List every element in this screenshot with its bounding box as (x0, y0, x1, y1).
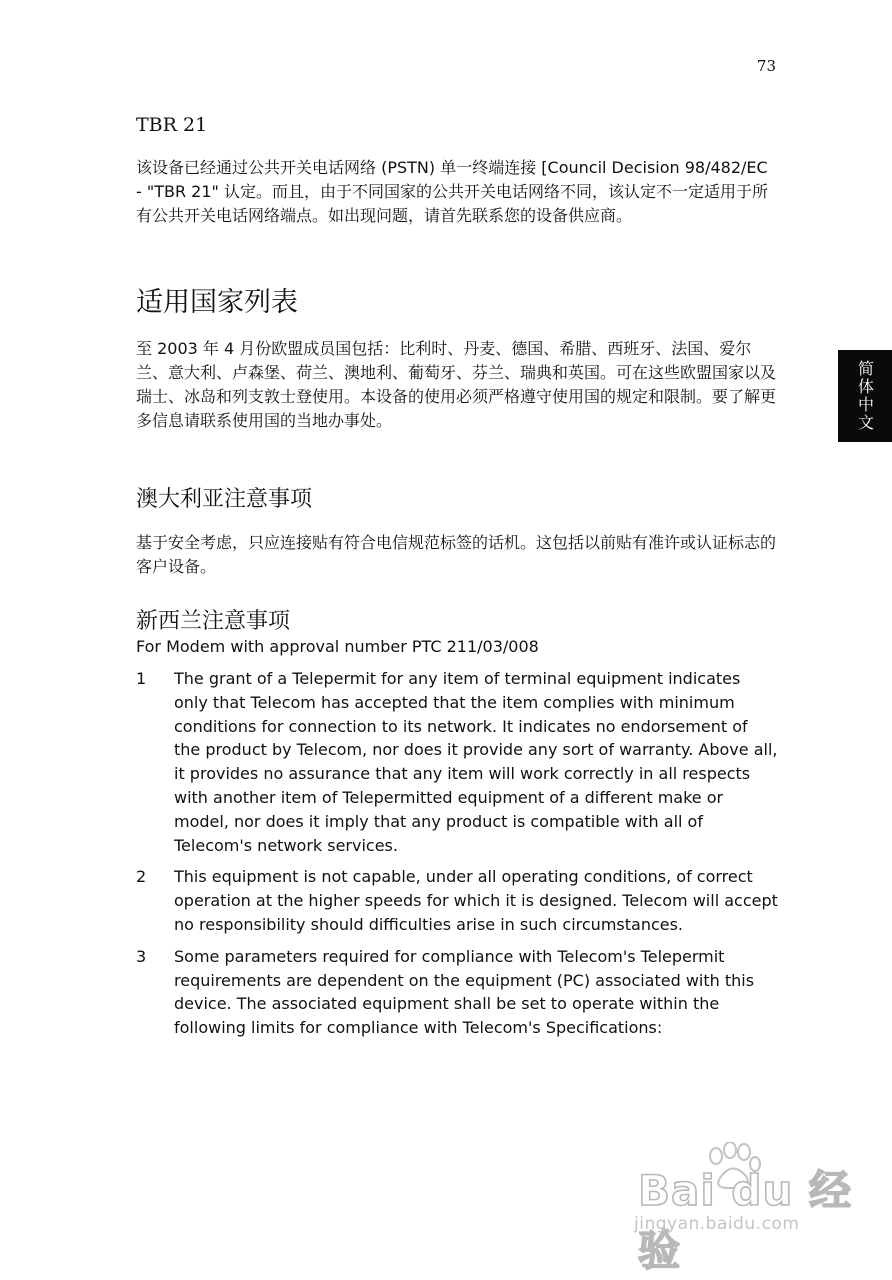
language-side-tab (838, 350, 892, 442)
list-item-number: 3 (136, 946, 147, 966)
australia-paragraph: 基于安全考虑，只应连接贴有符合电信规范标签的话机。这包括以前贴有准许或认证标志的客户设备。 (136, 533, 777, 576)
countries-paragraph: 至 2003 年 4 月份欧盟成员国包括：比利时、丹麦、德国、希腊、西班牙、法国、爱尔兰、意大利、卢森堡、荷兰、澳地利、葡萄牙、芬兰、瑞典和英国。可在这些欧盟国家以及瑞士、冰岛和列支敦士登使用。本设备的使用必须严格遵守使用国的规定和限制。要了解更多信息请联系使用国的当地办事处。 (136, 339, 777, 430)
side-tab-label: 简体中文 (855, 360, 875, 432)
watermark-logo-text: Bai du 经验 (638, 1166, 852, 1275)
watermark-url: jingyan.baidu.com (634, 1214, 800, 1234)
new-zealand-notice-list (136, 667, 778, 1048)
list-item-number: 1 (136, 669, 147, 688)
list-item-text: This equipment is not capable, under all operating conditions, of correct operation at the higher speeds for which it is designed. Telecom will accept no responsibility should difficulties arise in such circumstances. (174, 867, 778, 934)
modem-approval-subheading: For Modem with approval number PTC 211/03/008 (136, 637, 539, 656)
new-zealand-heading: 新西兰注意事项 (136, 609, 291, 634)
list-item (136, 865, 778, 936)
list-item-number: 2 (136, 867, 147, 887)
page-number: 73 (756, 57, 776, 75)
tbr-paragraph: 该设备已经通过公共开关电话网络 (PSTN) 单一终端连接 [Council Decision 98/482/EC - "TBR 21" 认定。而且，由于不同国家的公共开关电话网络不同，该认定不一定适用于所有公共开关电话网络端点。如出现问题，请首先联系您的设备供应商。 (136, 158, 768, 225)
tbr-heading: TBR 21 (136, 114, 208, 136)
baidu-jingyan-watermark (628, 1142, 868, 1275)
list-item-text: Some parameters required for compliance with Telecom's Telepermit requirements are dependent on the equipment (PC) associated with this device. The associated equipment shall be set to operate within the following limits for compliance with Telecom's Specifications: (174, 946, 755, 1038)
list-item (136, 945, 778, 1040)
countries-heading: 适用国家列表 (136, 287, 298, 318)
australia-heading: 澳大利亚注意事项 (136, 487, 313, 512)
list-item (136, 667, 778, 857)
list-item-text: The grant of a Telepermit for any item of terminal equipment indicates only that Telecom has accepted that the item complies with minimum conditions for connection to its network. It indicates no endorsement of the product by Telecom, nor does it provide any sort of warranty. Above all, it provides no assurance that any item will work correctly in all respects with another item of Telepermitted equipment of a different make or model, nor does it imply that any product is compatible with all of Telecom's network services. (174, 669, 778, 855)
